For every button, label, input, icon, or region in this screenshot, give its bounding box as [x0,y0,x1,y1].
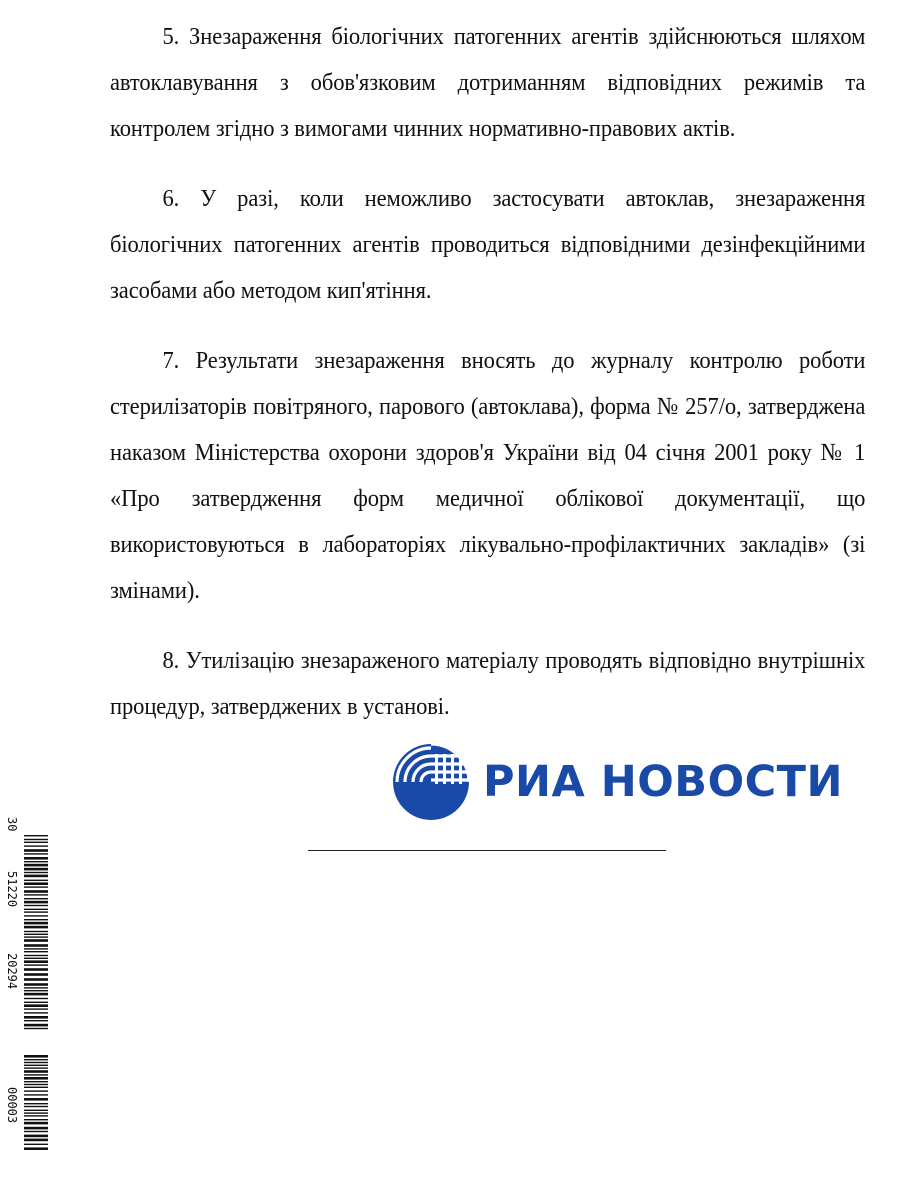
barcode-bar [24,958,48,959]
ria-globe-icon [391,742,471,822]
barcode-bar [24,861,48,862]
barcode-bar [24,1112,48,1113]
barcode-digit-group: 51220 [5,871,19,908]
barcode-bar [24,1004,48,1007]
barcode-bar [24,1020,48,1021]
barcode-bar [24,839,48,840]
barcode-bar [24,922,48,925]
barcode-bar [24,845,48,846]
barcode-bar [24,939,48,942]
barcode-bar [24,1115,48,1116]
barcode-bar [24,905,48,906]
barcode-bar [24,993,48,996]
barcode-bar [24,901,48,904]
barcode-bar [24,936,48,937]
ria-novosti-watermark [391,742,843,822]
barcode-bar [24,1065,48,1066]
barcode-bar [24,931,48,932]
barcode-bar [24,951,48,952]
barcode-bar [24,890,48,893]
barcode-bar [24,1016,48,1019]
barcode-bar [24,1028,48,1029]
barcode-bar [24,968,48,971]
barcode-bar [24,919,48,920]
barcode-bar [24,1106,48,1107]
barcode-digit-group: 20294 [5,953,19,990]
barcode-bar [24,882,48,885]
barcode-bar [24,1122,48,1125]
barcode-bar [24,973,48,976]
barcode-bar [24,1070,48,1073]
barcode-bar [24,909,48,910]
barcode-bar [24,1008,48,1009]
barcode-bar [24,1139,48,1142]
barcode-bar [24,1135,48,1138]
barcode-bar [24,1081,48,1082]
barcode-bar [24,1059,48,1060]
barcode-bar [24,1062,48,1063]
barcode-bar [24,1110,48,1111]
barcode-bar [24,915,48,916]
barcode-bar [24,1119,48,1120]
barcode-bar [24,849,48,852]
barcode-bar [24,872,48,873]
barcode-bar [24,898,48,899]
barcode-bar [24,1074,48,1075]
barcode-bar [24,987,48,988]
barcode-bar [24,1127,48,1130]
barcode-bar [24,990,48,991]
barcode-bar [24,1024,48,1027]
barcode-bar [24,1090,48,1091]
barcode-bar [24,894,48,895]
paragraph-5: 5. Знезараження біологічних патогенних агентів здійснюються шляхом автоклавування з обов'язковим дотриманням відповідних режимів та контролем згідно з вимогами чинних нормативно-правових актів. [110,23,866,142]
barcode-bar [24,875,48,878]
barcode-bar [24,857,48,860]
paragraph-7: 7. Результати знезараження вносять до журналу контролю роботи стерилізаторів повітряного, парового (автоклава), форма № 257/о, затверджена наказом Міністерства охорони здоров'я України від 04 січня 2001 року № 1 «Про затвердження форм медичної облікової документації, що використовуються в лабораторіях лікувально-профілактичних закладів» (зі змінами). [110,347,866,604]
document-body [110,14,865,754]
paragraph-8: 8. Утилізацію знезараженого матеріалу проводять відповідно внутрішніх процедур, затверджених в установі. [110,647,866,720]
barcode-bar [24,1144,48,1145]
barcode-bar [24,853,48,854]
barcode-bar [24,1094,48,1095]
barcode-bar [24,948,48,949]
barcode-bar [24,886,48,887]
barcode-bar [24,998,48,999]
barcode-bar [24,1012,48,1013]
barcode-bar [24,1067,48,1068]
watermark-text: РИА НОВОСТИ [483,757,843,807]
barcode-digits [6,815,20,1155]
barcode-bar [24,864,48,867]
signature-line [308,850,666,851]
barcode-bar [24,1098,48,1101]
barcode-bar [24,960,48,963]
barcode-bar [24,911,48,912]
barcode-bar [24,880,48,881]
barcode-bar [24,1147,48,1150]
barcode-bar [24,926,48,929]
barcode-bar [24,964,48,965]
barcode-bar [24,983,48,986]
barcode-bar [24,978,48,981]
barcode-bar [24,934,48,935]
barcode-bar [24,842,48,843]
barcode-digit-group: 30 [5,817,19,832]
barcode-bar [24,1002,48,1003]
barcode-bar [24,1087,48,1088]
barcode-bar [24,955,48,956]
barcode-bar [24,1131,48,1132]
barcode-bar [24,868,48,871]
barcode-bar [24,1077,48,1080]
barcode-bar [24,944,48,947]
barcode-digit-group: 00003 [5,1087,19,1124]
barcode-bar [24,1055,48,1058]
barcode-bar [24,1103,48,1104]
barcode-bar [24,835,48,836]
paragraph-6: 6. У разі, коли неможливо застосувати автоклав, знезараження біологічних патогенних агентів проводиться відповідними дезінфекційними засобами або методом кип'ятіння. [110,185,866,304]
barcode-bar [24,1084,48,1085]
